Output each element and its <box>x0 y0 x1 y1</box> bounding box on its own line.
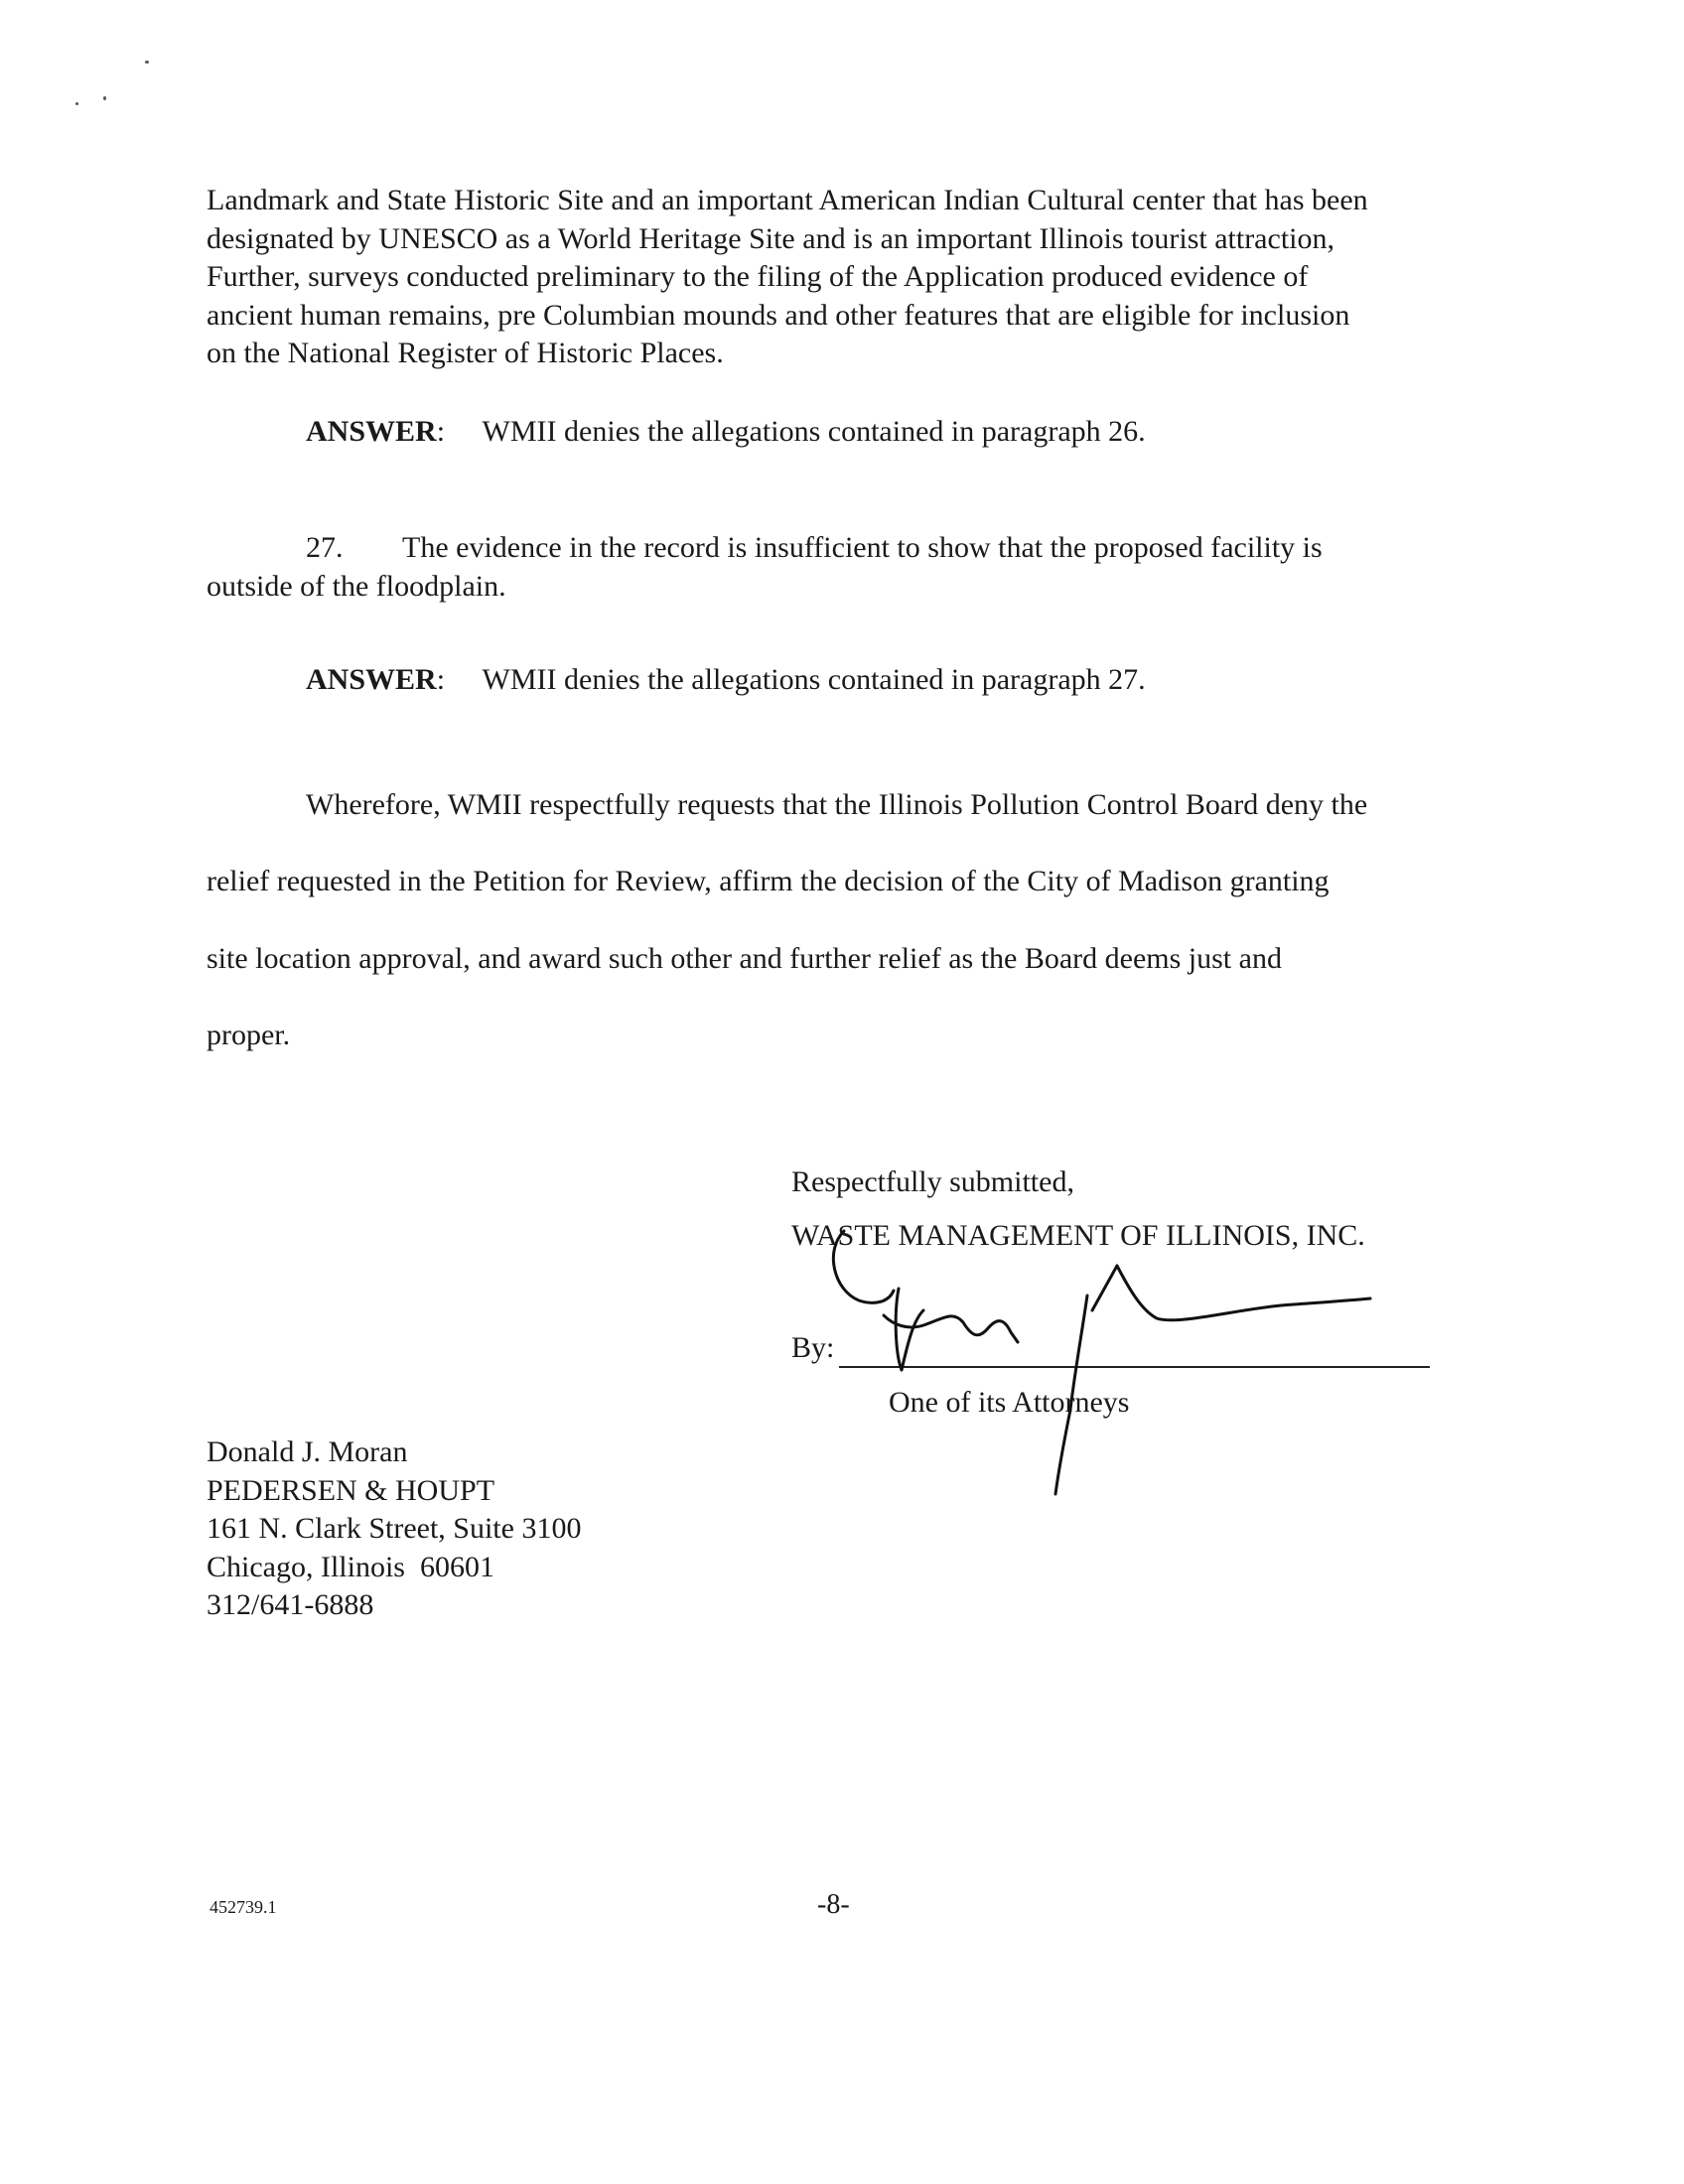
attorney-role: One of its Attorneys <box>889 1386 1130 1419</box>
company-name: WASTE MANAGEMENT OF ILLINOIS, INC. <box>791 1219 1365 1252</box>
text-line: on the National Register of Historic Places. <box>207 337 724 369</box>
wherefore-line: proper. <box>207 1019 291 1051</box>
paragraph-27-number: 27. <box>306 531 344 564</box>
paragraph-27-line1: The evidence in the record is insufficient to show that the proposed facility is <box>402 531 1323 564</box>
scan-speck <box>103 96 106 100</box>
answer-label: ANSWER <box>306 663 437 696</box>
wherefore-line: relief requested in the Petition for Review, affirm the decision of the City of Madison granting <box>207 865 1330 897</box>
text-line: ancient human remains, pre Columbian mounds and other features that are eligible for inclusion <box>207 298 1350 332</box>
answer-colon: : <box>436 663 446 696</box>
wherefore-line: site location approval, and award such other and further relief as the Board deems just and <box>207 942 1282 975</box>
paragraph-26-continuation <box>207 182 1487 373</box>
scan-speck <box>145 61 149 64</box>
answer-26 <box>306 413 1146 451</box>
answer-colon: : <box>436 415 446 448</box>
wherefore-line: Wherefore, WMII respectfully requests that the Illinois Pollution Control Board deny the <box>306 788 1368 821</box>
scan-speck <box>75 102 78 105</box>
answer-text: WMII denies the allegations contained in paragraph 26. <box>482 415 1146 448</box>
text-line: designated by UNESCO as a World Heritage Site and is an important Illinois tourist attraction, <box>207 221 1334 255</box>
paragraph-27-line2: outside of the floodplain. <box>207 570 506 603</box>
by-label: By: <box>791 1331 835 1364</box>
document-id: 452739.1 <box>210 1897 277 1917</box>
closing: Respectfully submitted, <box>791 1165 1074 1198</box>
page-number: -8- <box>817 1889 850 1920</box>
attorney-name: Donald J. Moran <box>207 1435 408 1468</box>
firm-phone: 312/641-6888 <box>207 1588 374 1621</box>
law-firm: PEDERSEN & HOUPT <box>207 1474 495 1507</box>
text-line: Landmark and State Historic Site and an important American Indian Cultural center that has been <box>207 184 1368 216</box>
answer-label: ANSWER <box>306 415 437 448</box>
answer-text: WMII denies the allegations contained in paragraph 27. <box>482 663 1146 696</box>
answer-27 <box>306 661 1146 699</box>
firm-city: Chicago, Illinois 60601 <box>207 1551 494 1583</box>
handwritten-signature <box>814 1211 1410 1499</box>
text-line: Further, surveys conducted preliminary to the filing of the Application produced evidence of <box>207 260 1309 293</box>
firm-address: 161 N. Clark Street, Suite 3100 <box>207 1512 582 1545</box>
